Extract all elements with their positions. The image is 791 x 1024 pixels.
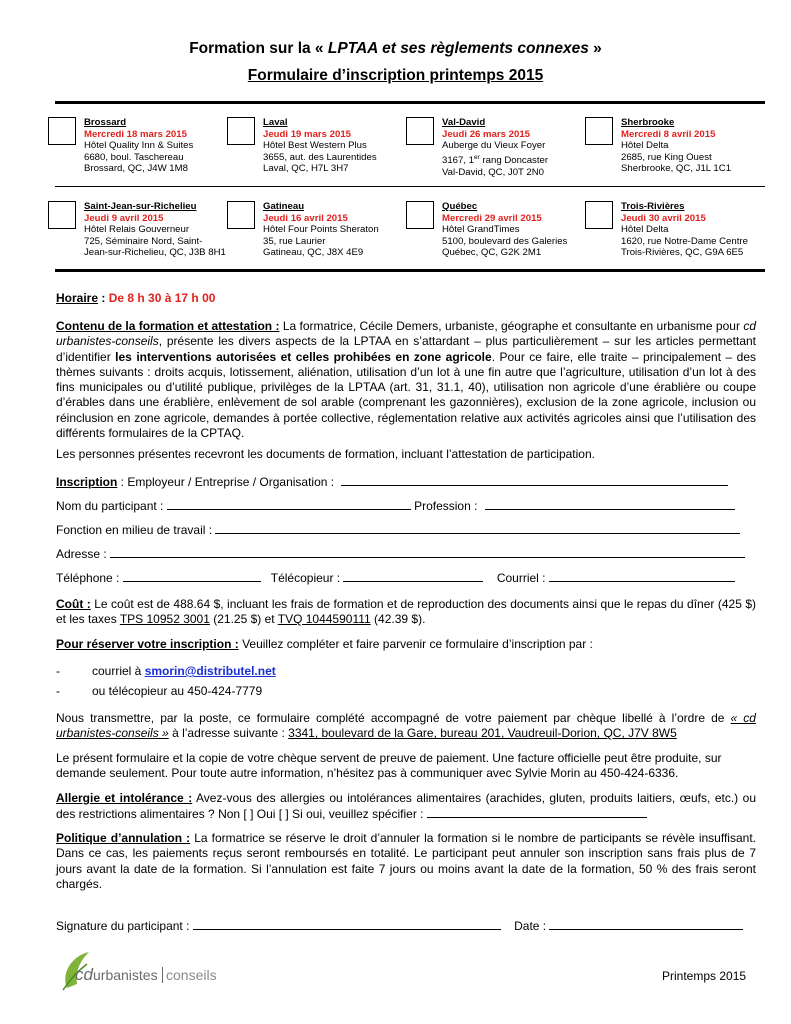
logo-leaf-icon <box>57 948 217 994</box>
annulation-paragraph: Politique d’annulation : La formatrice se réserve le droit d’annuler la formation si le nombre de participants se révèle insuffisant. Dans ce cas, les paiements reçus seront remboursés en totalité. Le participant peut annuler son inscription sans frais plus de 7 jours avant la date de la formation. Si l’annulation est faite 7 jours ou moins avant la date de la formation, 50 % des frais seront chargés. <box>56 831 756 891</box>
bottom-rule <box>55 269 765 272</box>
session-venue: Hôtel Best Western Plus <box>263 140 367 152</box>
session-checkbox[interactable] <box>406 117 434 145</box>
session-date: Mercredi 29 avril 2015 <box>442 212 542 224</box>
nom-field[interactable] <box>167 498 411 510</box>
session-date: Jeudi 9 avril 2015 <box>84 212 164 224</box>
envoi-paragraph: Nous transmettre, par la poste, ce formulaire complété accompagné de votre paiement par chèque libellé à l’ordre de « cd urbanistes-conseils » à l’adresse suivante : 3341, boulevard de la Gare, bureau 201, Vaudreuil-Dorion, QC, J7V 8W5 <box>56 711 756 741</box>
profession-field[interactable] <box>485 498 735 510</box>
session-street: 725, Séminaire Nord, Saint- <box>84 235 203 247</box>
adresse-row: Adresse : <box>56 546 756 562</box>
session-street: 3167, 1er rang Doncaster <box>442 153 549 166</box>
session-location <box>621 201 791 259</box>
session-street: 5100, boulevard des Galeries <box>442 235 568 247</box>
session-city-postal: Québec, QC, G2K 2M1 <box>442 247 542 259</box>
reserver-item-email: - courriel à smorin@distributel.net <box>56 664 276 678</box>
session-city-postal: Laval, QC, H7L 3H7 <box>263 163 349 175</box>
session-city-postal: Sherbrooke, QC, J1L 1C1 <box>621 163 732 175</box>
contact-row: Téléphone : Télécopieur : Courriel : <box>56 570 756 586</box>
session-city: Brossard <box>84 117 127 128</box>
email-link[interactable]: smorin@distributel.net <box>144 664 276 678</box>
session-street: 2685, rue King Ouest <box>621 151 712 163</box>
session-checkbox[interactable] <box>585 117 613 145</box>
session-street: 1620, rue Notre-Dame Centre <box>621 235 748 247</box>
session-city-postal: Val-David, QC, J0T 2N0 <box>442 166 545 178</box>
session-date: Jeudi 19 mars 2015 <box>263 128 352 140</box>
footer-season: Printemps 2015 <box>662 969 747 983</box>
allergie-paragraph: Allergie et intolérance : Avez-vous des allergies ou intolérances alimentaires (arachides, gluten, produits laitiers, œufs, etc.) ou des restrictions alimentaires ? Non [ ] Oui [ ] Si oui, veuillez spécifier : <box>56 791 756 822</box>
attestation-text: Les personnes présentes recevront les documents de formation, incluant l’attestation de participation. <box>56 447 595 461</box>
session-city: Saint-Jean-sur-Richelieu <box>84 201 197 212</box>
nom-row: Nom du participant : Profession : <box>56 498 756 514</box>
session-street: 35, rue Laurier <box>263 235 326 247</box>
top-rule <box>55 101 765 104</box>
session-city: Sherbrooke <box>621 117 675 128</box>
contenu-paragraph: Contenu de la formation et attestation : La formatrice, Cécile Demers, urbaniste, géographe et consultante en urbanisme pour cd urbanistes-conseils, présente les divers aspects de la LPTAA en s’attardant – plus particulièrement – sur les articles permettant d’identifier les interventions autorisées et celles prohibées en zone agricole. Pour ce faire, elle traite – principalement – des thèmes suivants : droits acquis, lotissement, aliénation, utilisation d’un lot à une fin autre que l’agriculture, utilisation d’un lot à des fins municipales ou d’utilité publique, privilèges de la LPTAA (art. 31, 31.1, 40), utilisation non agricole d’une érablière ou coupe d’érables dans une érablière, enlèvement de sol arable (comprenant les gazonnières), exclusion de la zone agricole, inclusion ou réinclusion en zone agricole, demandes à portée collective, réglementation relative aux activités agricoles ainsi que l’utilisation des différents formulaires de la CPTAQ. <box>56 319 757 441</box>
mid-rule <box>55 186 765 187</box>
session-checkbox[interactable] <box>48 201 76 229</box>
session-city: Laval <box>263 117 288 128</box>
session-city: Val-David <box>442 117 486 128</box>
session-date: Mercredi 18 mars 2015 <box>84 128 187 140</box>
fonction-field[interactable] <box>215 522 740 534</box>
session-checkbox[interactable] <box>585 201 613 229</box>
adresse-field[interactable] <box>110 546 745 558</box>
session-city-postal: Jean-sur-Richelieu, QC, J3B 8H1 <box>84 247 226 259</box>
form-subtitle: Formulaire d’inscription printemps 2015 <box>247 67 544 84</box>
session-location <box>621 117 791 175</box>
session-venue: Auberge du Vieux Foyer <box>442 140 546 152</box>
session-checkbox[interactable] <box>227 201 255 229</box>
session-venue: Hôtel GrandTimes <box>442 224 520 236</box>
session-venue: Hôtel Quality Inn & Suites <box>84 140 194 152</box>
session-city: Gatineau <box>263 201 305 212</box>
session-date: Jeudi 30 avril 2015 <box>621 212 706 224</box>
session-date: Mercredi 8 avril 2015 <box>621 128 716 140</box>
company-logo <box>57 948 217 999</box>
allergie-field[interactable] <box>427 806 647 818</box>
employeur-field[interactable] <box>341 474 728 486</box>
cout-paragraph: Coût : Le coût est de 488.64 $, incluant les frais de formation et de reproduction des documents ainsi que le repas du dîner (425 $) et les taxes TPS 10952 3001 (21.25 $) et TVQ 1044590111 (42.39 $). <box>56 597 756 627</box>
session-street: 6680, boul. Taschereau <box>84 151 184 163</box>
session-venue: Hôtel Relais Gouverneur <box>84 224 190 236</box>
session-city-postal: Gatineau, QC, J8X 4E9 <box>263 247 364 259</box>
session-city: Trois-Rivières <box>621 201 685 212</box>
date-field[interactable] <box>549 918 743 930</box>
session-venue: Hôtel Delta <box>621 224 669 236</box>
preuve-paragraph: Le présent formulaire et la copie de votre chèque servent de preuve de paiement. Une facture officielle peut être produite, sur demande seulement. Pour toute autre information, n’hésitez pas à communiquer avec Sylvie Morin au 450-424-6336. <box>56 751 722 781</box>
session-venue: Hôtel Delta <box>621 140 669 152</box>
svg-text:conseils: conseils <box>166 967 217 983</box>
signature-row: Signature du participant : Date : <box>56 918 756 934</box>
reserver-item-fax: - ou télécopieur au 450-424-7779 <box>56 684 263 698</box>
session-city-postal: Brossard, QC, J4W 1M8 <box>84 163 188 175</box>
fonction-row: Fonction en milieu de travail : <box>56 522 756 538</box>
session-venue: Hôtel Four Points Sheraton <box>263 224 379 236</box>
telephone-field[interactable] <box>123 570 261 582</box>
session-street: 3655, aut. des Laurentides <box>263 151 377 163</box>
session-date: Jeudi 16 avril 2015 <box>263 212 348 224</box>
session-checkbox[interactable] <box>227 117 255 145</box>
session-date: Jeudi 26 mars 2015 <box>442 128 531 140</box>
svg-text:urbanistes: urbanistes <box>93 967 158 983</box>
courriel-field[interactable] <box>549 570 735 582</box>
session-checkbox[interactable] <box>406 201 434 229</box>
session-checkbox[interactable] <box>48 117 76 145</box>
session-city-postal: Trois-Rivières, QC, G9A 6E5 <box>621 247 744 259</box>
session-city: Québec <box>442 201 478 212</box>
horaire: Horaire : De 8 h 30 à 17 h 00 <box>56 291 216 305</box>
reserver-paragraph: Pour réserver votre inscription : Veuillez compléter et faire parvenir ce formulaire d’inscription par : <box>56 637 593 651</box>
svg-text:cd: cd <box>75 965 93 984</box>
employeur-row: Inscription : Employeur / Entreprise / Organisation : <box>56 474 756 490</box>
telecopieur-field[interactable] <box>343 570 483 582</box>
form-title: Formation sur la « LPTAA et ses règlements connexes » <box>189 40 602 57</box>
signature-field[interactable] <box>193 918 501 930</box>
